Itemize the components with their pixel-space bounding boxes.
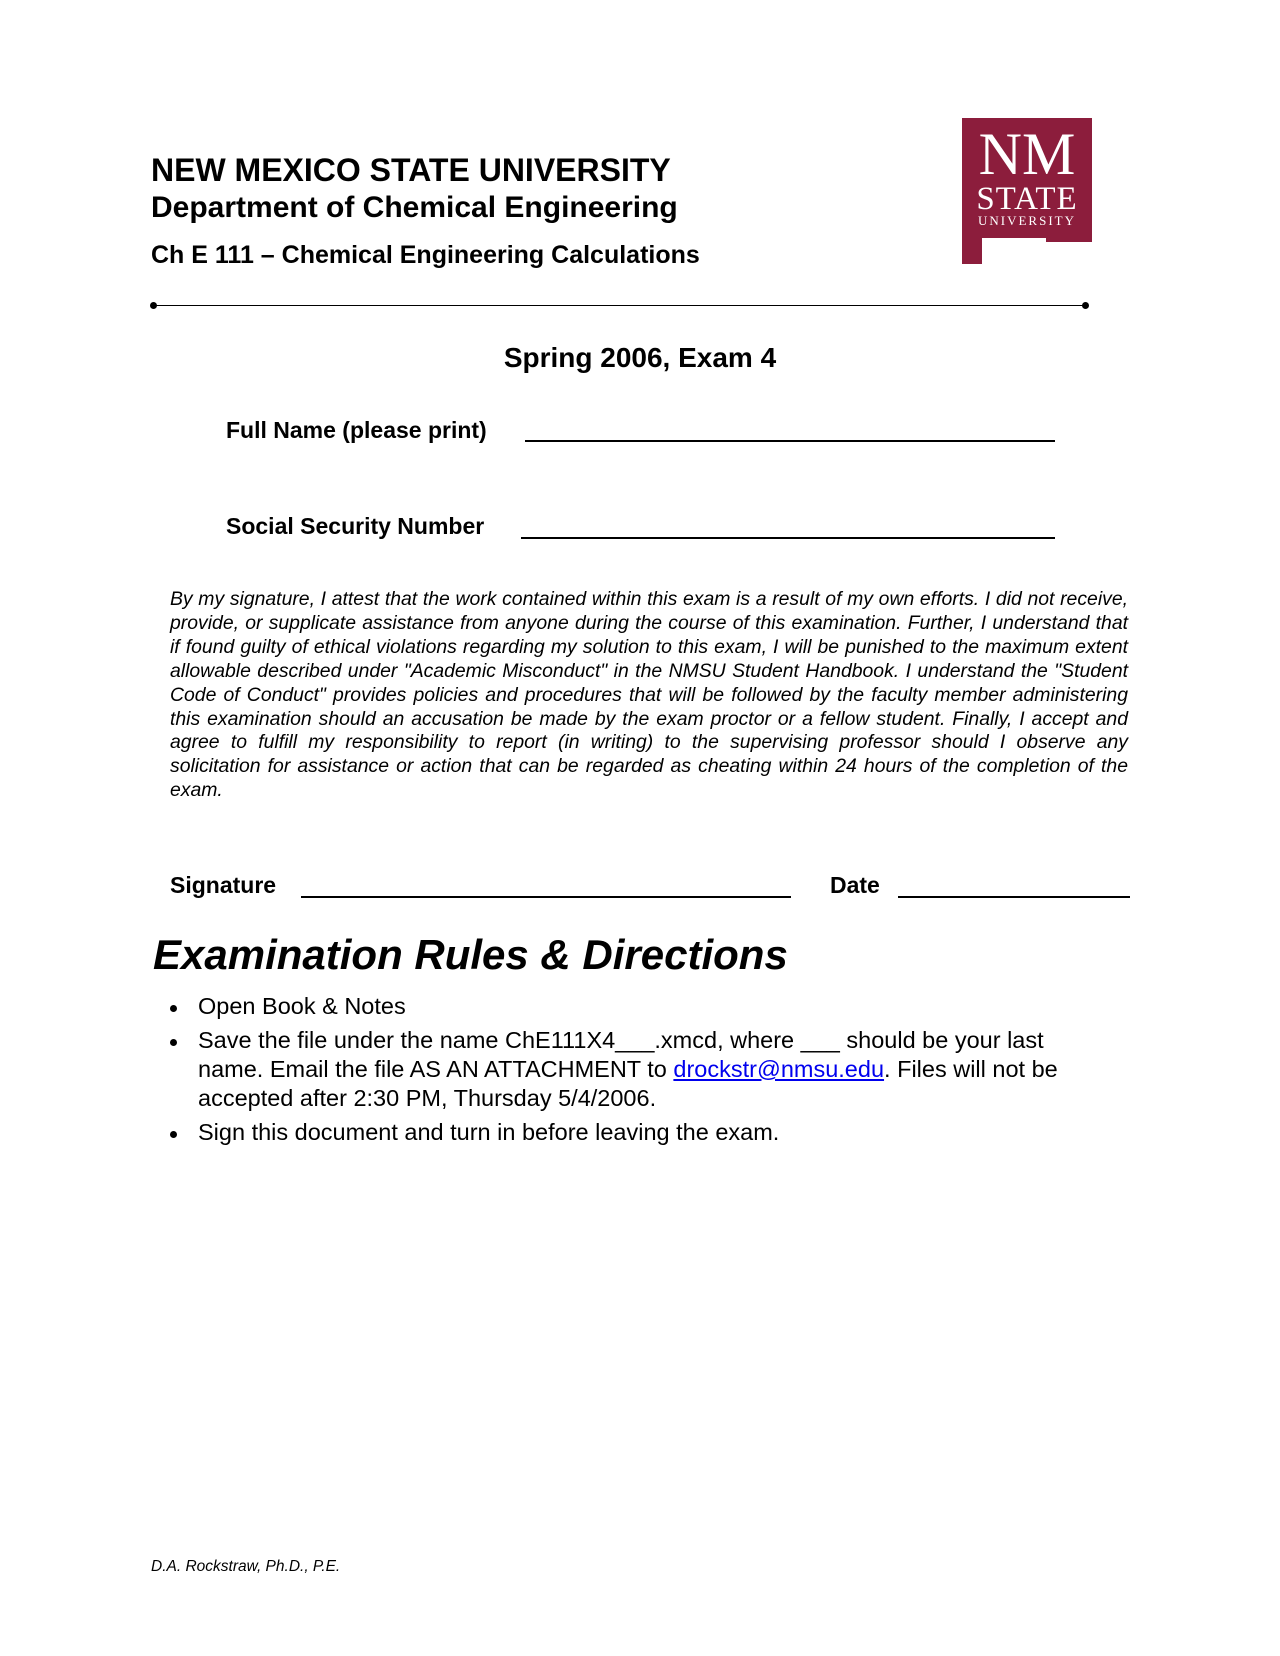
rule-save-file: Save the file under the name ChE111X4___.xmcd, where ___ should be your last name. Email the file AS AN ATTACHMENT to	[198, 1027, 1044, 1082]
rules-heading: Examination Rules & Directions	[153, 931, 788, 978]
bullet-icon	[170, 1131, 177, 1138]
department-name: Department of Chemical Engineering	[151, 191, 678, 224]
course-title: Ch E 111 – Chemical Engineering Calculations	[151, 241, 700, 269]
bullet-icon	[170, 1039, 177, 1046]
exam-title: Spring 2006, Exam 4	[503, 342, 777, 373]
footer-author: D.A. Rockstraw, Ph.D., P.E.	[151, 1558, 341, 1575]
ssn-label: Social Security Number	[226, 513, 485, 539]
bullet-icon	[170, 1005, 177, 1012]
logo-state: STATE	[976, 181, 1078, 217]
divider-end-right	[1082, 302, 1089, 309]
header-divider	[154, 305, 1084, 306]
date-field[interactable]	[898, 896, 1130, 898]
rule-deadline: . Files will not be accepted after 2:30 PM, Thursday 5/4/2006.	[198, 1056, 1058, 1111]
nmsu-logo	[962, 118, 1092, 264]
logo-university: UNIVERSITY	[978, 213, 1076, 228]
logo-nm: NM	[978, 121, 1076, 187]
list-item	[170, 1118, 1110, 1147]
list-item	[170, 1026, 1110, 1113]
divider-end-left	[150, 302, 157, 309]
rule-open-book: Open Book & Notes	[198, 993, 406, 1019]
attestation-paragraph: By my signature, I attest that the work contained within this exam is a result of my own efforts. I did not receive, provide, or supplicate assistance from anyone during the course of this examination. Further, I understand that if found guilty of ethical violations regarding my solution to this exam, I will be punished to the maximum extent allowable described under "Academic Misconduct" in the NMSU Student Handbook. I understand the "Student Code of Conduct" provides policies and procedures that will be followed by the faculty member administering this examination should an accusation be made by the exam proctor or a fellow student. Finally, I accept and agree to fulfill my responsibility to report (in writing) to the supervising professor should I observe any solicitation for assistance or action that can be regarded as cheating within 24 hours of the completion of the exam.	[170, 588, 1128, 802]
university-name: NEW MEXICO STATE UNIVERSITY	[151, 152, 671, 188]
rule-sign: Sign this document and turn in before leaving the exam.	[198, 1119, 780, 1145]
full-name-label: Full Name (please print)	[226, 417, 487, 443]
date-label: Date	[830, 872, 880, 898]
full-name-field[interactable]	[525, 440, 1055, 442]
list-item	[170, 992, 1110, 1021]
signature-label: Signature	[170, 872, 277, 898]
signature-field[interactable]	[301, 896, 791, 898]
rules-list	[170, 992, 1110, 1152]
email-link[interactable]: drockstr@nmsu.edu	[673, 1056, 885, 1082]
ssn-field[interactable]	[521, 537, 1055, 539]
